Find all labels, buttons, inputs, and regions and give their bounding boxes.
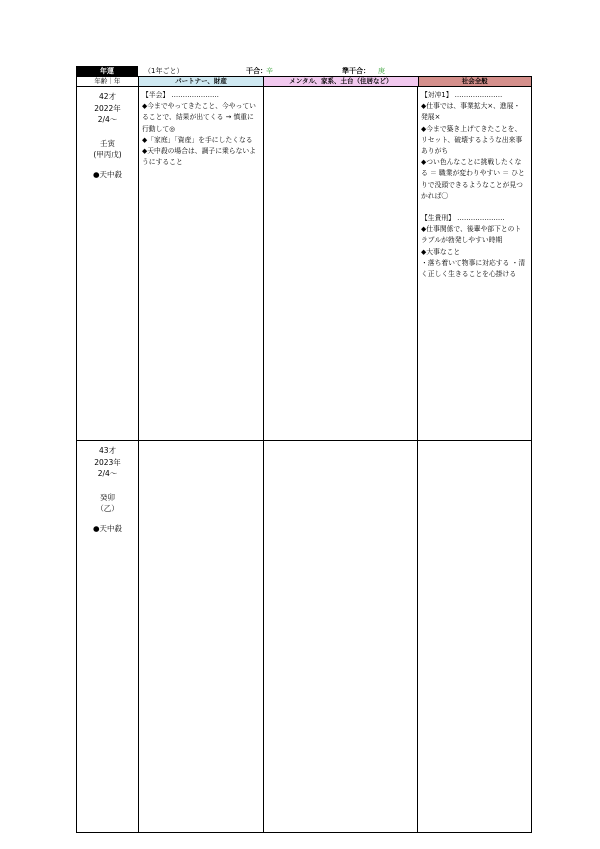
column-header-row: [77, 77, 531, 87]
society-line: ◆つい色んなことに挑戦したくなる ＝ 職業が変わりやすい ＝ ひとりで没頭できるようなことが見つかれば〇: [421, 158, 525, 200]
start-date: 2/4～: [97, 469, 118, 478]
mental-cell: [263, 441, 417, 832]
tenchusatsu: ●天中殺: [92, 523, 123, 533]
society-line: 【対冲1】 …………………: [421, 91, 503, 99]
society-cell: [417, 441, 530, 832]
kango-value: 辛: [266, 67, 273, 75]
society-line: ◆仕事関係で、後輩や部下とのトラブルが勃発しやすい時期: [421, 225, 522, 245]
society-line: ・落ち着いて物事に対応する ・清く正しく生きることを心掛ける: [421, 258, 526, 279]
society-line: 【生貴刑】 …………………: [421, 214, 505, 223]
zokan: (甲丙戊): [93, 150, 122, 159]
society-line: ◆今まで築き上げてきたことを、リセット、破壊するような出来事ありがち: [421, 124, 523, 156]
partner-line: ◆今までやってきたこと、今やっていることで、結果が出てくる → 慎重に行動して◎: [142, 102, 256, 133]
fortune-table: [76, 76, 532, 833]
year: 2022年: [94, 103, 121, 113]
partner-line: ◆天中殺の場合は、調子に乗らないようにすること: [142, 147, 256, 167]
zokan: （乙）: [96, 504, 119, 513]
year-cell: [77, 441, 138, 832]
kango-label: 干合：: [246, 67, 267, 75]
col-mental: メンタル、家系、土台（住居など）: [263, 77, 417, 86]
partner-cell: [138, 87, 263, 440]
col-society: 社会全般: [418, 77, 532, 86]
society-cell: [417, 87, 530, 440]
partner-line: ◆「家庭」「資産」を手にしたくなる: [142, 135, 253, 144]
nenun-sheet: [76, 66, 532, 833]
jun-kango-label: 準干合：: [342, 67, 370, 75]
partner-line: 【半会】 …………………: [142, 91, 219, 99]
sheet-header: [76, 66, 532, 76]
tenchusatsu: ●天中殺: [92, 169, 123, 179]
period-note: （1年ごと）: [144, 67, 184, 75]
start-date: 2/4～: [97, 115, 118, 124]
table-row: [77, 87, 531, 441]
age: 43才: [98, 446, 117, 455]
year: 2023年: [94, 457, 121, 467]
year-cell: [77, 87, 138, 440]
nenun-title: 年運: [76, 66, 138, 76]
kanshi: 癸卯: [100, 492, 115, 502]
society-line: ◆仕事では、事業拡大×、進展・発展×: [421, 102, 521, 122]
mental-cell: [263, 87, 417, 440]
kanshi: 壬寅: [100, 138, 115, 148]
col-age-year: 年齢｜年: [94, 77, 121, 85]
age: 42才: [98, 92, 117, 101]
table-row: [77, 441, 531, 832]
col-partner: パートナー、財産: [138, 77, 263, 86]
partner-cell: [138, 441, 263, 832]
society-line: ◆大事なこと: [421, 247, 461, 256]
jun-kango-value: 庚: [378, 67, 385, 75]
